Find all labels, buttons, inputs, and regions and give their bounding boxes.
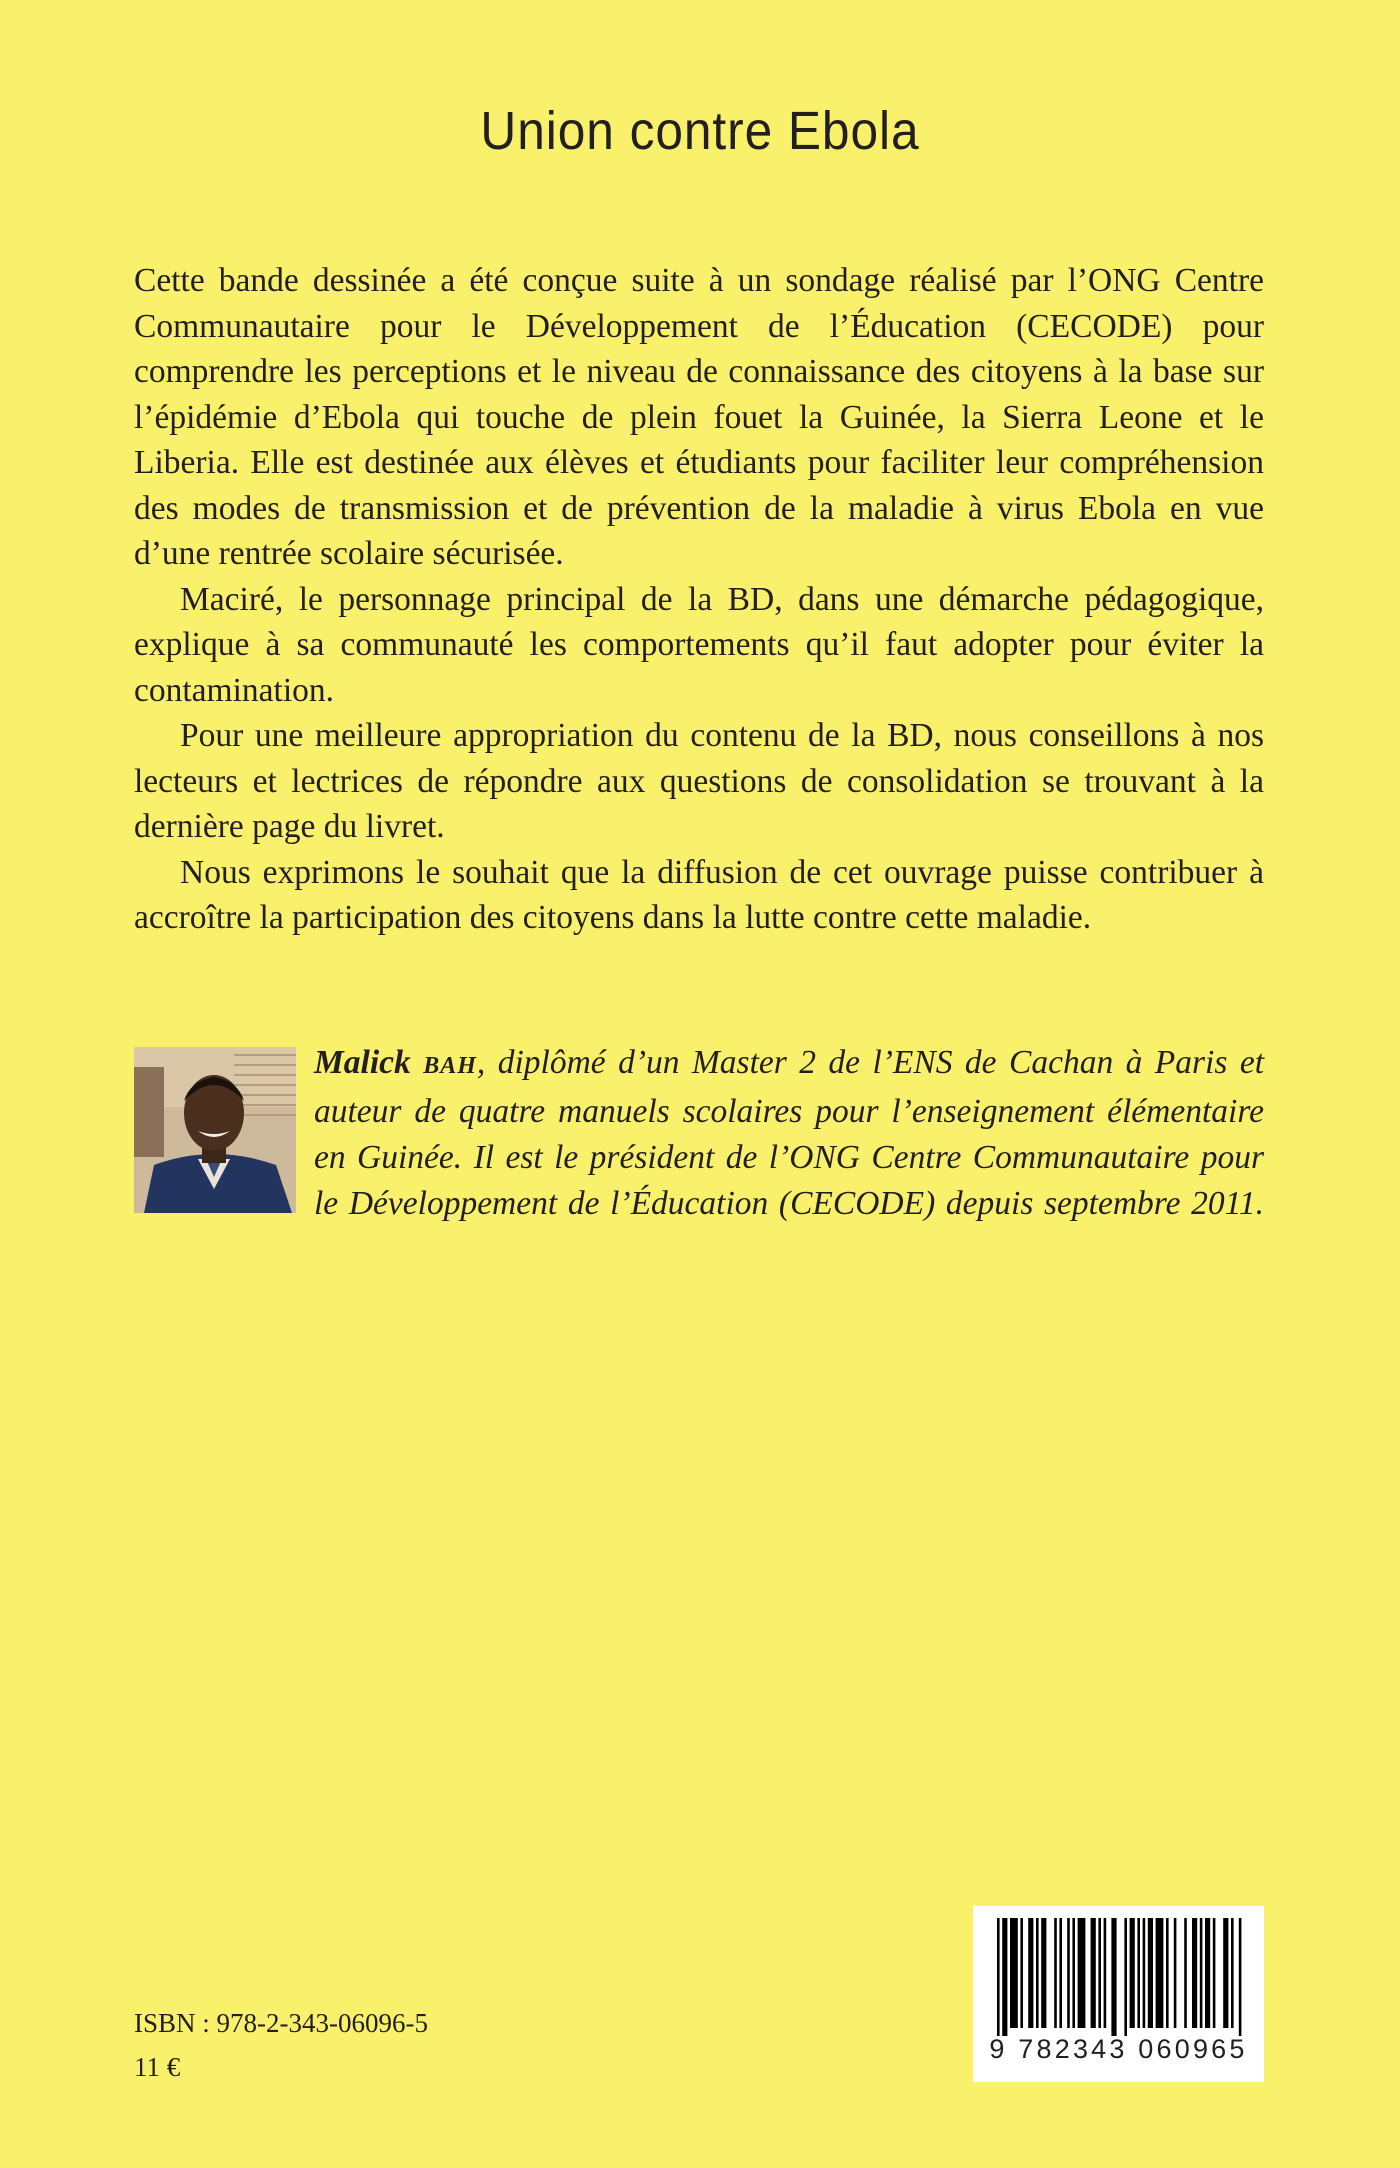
barcode-bar <box>1002 1918 1007 2036</box>
barcode-bar <box>1137 1918 1140 2028</box>
barcode-bar <box>1041 1918 1046 2028</box>
barcode-bar <box>1078 1918 1086 2028</box>
barcode-bar <box>1130 1918 1135 2028</box>
blurb-paragraph-3: Pour une meilleure appropriation du contenu de la BD, nous conseillons à nos lecteurs et lectrices de répondre aux questions de consolidation se trouvant à la dernière page du livret. <box>134 717 1264 845</box>
barcode-bar <box>1231 1918 1234 2028</box>
barcode-bar <box>1213 1918 1216 2028</box>
back-cover-blurb <box>134 258 1264 941</box>
barcode-bar <box>1205 1918 1210 2028</box>
barcode-bar <box>997 1918 1000 2036</box>
book-title: Union contre Ebola <box>480 101 920 161</box>
blurb-paragraph-1: Cette bande dessinée a été conçue suite à un sondage réalisé par l’ONG Centre Communautaire pour le Développement de l’Éducation (CECODE) pour comprendre les perceptions et le niveau de connaissance des citoyens à la base sur l’épidémie d’Ebola qui touche de plein fouet la Guinée, la Sierra Leone et le Liberia. Elle est destinée aux élèves et étudiants pour faciliter leur compréhension des modes de transmission et de prévention de la maladie à virus Ebola en vue d’une rentrée scolaire sécurisée. <box>134 262 1264 572</box>
barcode-bar <box>1174 1918 1177 2028</box>
author-photo <box>134 1047 296 1213</box>
barcode-bar <box>1059 1918 1062 2028</box>
price: 11 € <box>134 2052 181 2082</box>
barcode-digits: 9 782343 060965 <box>989 2034 1248 2064</box>
barcode-bar <box>1156 1918 1164 2028</box>
author-name: Malick BAH <box>314 1044 477 1081</box>
barcode-bar <box>1010 1918 1018 2028</box>
blurb-paragraph-2: Maciré, le personnage principal de la BD, dans une démarche pédagogique, explique à sa communauté les comportements qu’il faut adopter pour éviter la contamination. <box>134 580 1264 709</box>
barcode-bar <box>1028 1918 1033 2028</box>
barcode-bar <box>1104 1918 1107 2028</box>
barcode-bar <box>1098 1918 1101 2028</box>
isbn-number: ISBN : 978-2-343-06096-5 <box>134 2008 428 2038</box>
barcode-bar <box>1067 1918 1070 2028</box>
barcode-bar <box>1143 1918 1146 2028</box>
barcode-bar <box>1184 1918 1187 2028</box>
blurb-paragraph-4: Nous exprimons le souhait que la diffusion de cet ouvrage puisse contribuer à accroître la participation des citoyens dans la lutte contre cette maladie. <box>134 853 1264 936</box>
barcode-bar <box>1020 1918 1023 2028</box>
barcode-bar <box>1166 1918 1169 2028</box>
barcode-bar <box>1091 1918 1096 2028</box>
barcode-bar <box>1148 1918 1153 2028</box>
isbn-barcode <box>973 1906 1264 2082</box>
barcode-bar <box>1124 1918 1127 2036</box>
author-bio-text: , diplômé d’un Master 2 de l’ENS de Cachan à Paris et auteur de quatre manuels scolaires pour l’enseignement élémentaire en Guinée. Il est le président de l’ONG Centre Communautaire pour le Développement de l’Éducation (CECODE) depuis septembre 2011. <box>314 1044 1265 1222</box>
barcode-bar <box>1223 1918 1228 2028</box>
barcode-bar <box>1036 1918 1039 2028</box>
barcode-bar <box>1111 1918 1116 2036</box>
barcode-bar <box>1200 1918 1203 2028</box>
author-section <box>134 1040 1264 1220</box>
barcode-bar <box>1054 1918 1057 2028</box>
barcode-bar <box>1239 1918 1242 2036</box>
author-bio <box>314 1040 1264 1227</box>
barcode-bar <box>1192 1918 1197 2028</box>
barcode-bar <box>1072 1918 1075 2028</box>
